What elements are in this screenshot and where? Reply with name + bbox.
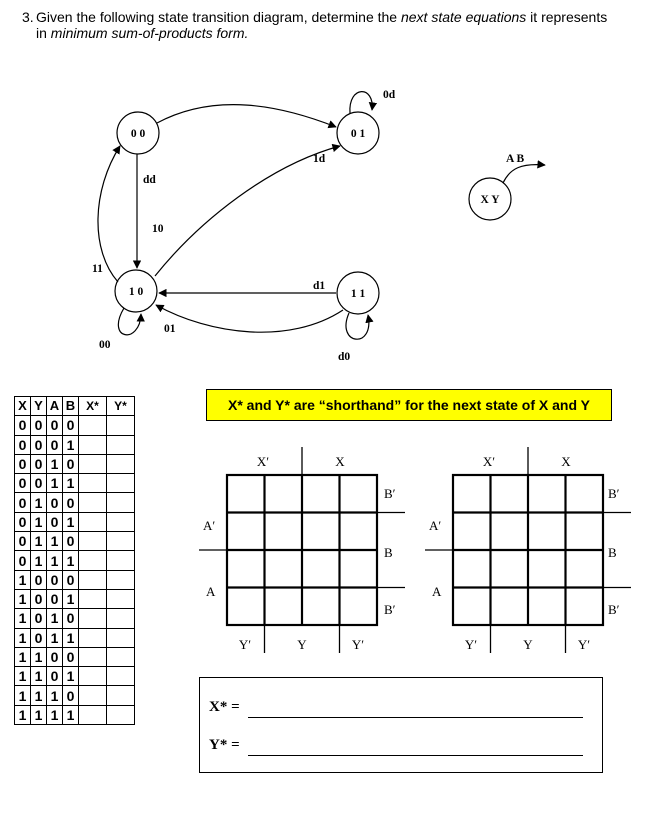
truth-cell: 1 xyxy=(31,493,47,512)
truth-cell: 1 xyxy=(47,474,63,493)
label-s00-to-s01: 1d xyxy=(313,153,326,165)
truth-cell: 0 xyxy=(15,416,31,435)
kmap2-right-1: B′ xyxy=(608,486,620,501)
truth-cell: 0 xyxy=(31,589,47,608)
kmap1-left-top: A′ xyxy=(203,518,216,533)
shorthand-note: X* and Y* are “shorthand” for the next state of X and Y xyxy=(206,389,612,421)
kmap1-top-left: X′ xyxy=(256,454,270,469)
truth-cell: 0 xyxy=(31,416,47,435)
kmap2-top-right: X xyxy=(561,454,571,469)
label-s11-self: d0 xyxy=(338,351,351,363)
truth-cell: 1 xyxy=(15,570,31,589)
kmap1-bottom-2: Y xyxy=(297,637,307,652)
truth-cell: 0 xyxy=(31,435,47,454)
kmap2-left-bottom: A xyxy=(432,584,442,599)
truth-cell: 0 xyxy=(31,609,47,628)
header-b: B xyxy=(63,397,79,416)
truth-cell: 1 xyxy=(63,551,79,570)
x-next-cell[interactable] xyxy=(79,705,107,724)
header-x-next: X* xyxy=(79,397,107,416)
header-y: Y xyxy=(31,397,47,416)
y-next-label: Y* = xyxy=(209,737,240,753)
truth-cell: 0 xyxy=(15,512,31,531)
truth-cell: 0 xyxy=(47,570,63,589)
label-s10-to-s01: 10 xyxy=(152,223,164,235)
truth-cell: 0 xyxy=(15,435,31,454)
question-line1-a: Given the following state transition diagram, determine the xyxy=(36,9,401,25)
truth-cell: 0 xyxy=(63,609,79,628)
truth-cell: 0 xyxy=(15,551,31,570)
kmap1-right-2: B xyxy=(384,545,393,560)
truth-table-row xyxy=(15,686,135,705)
truth-cell: 0 xyxy=(47,589,63,608)
kmap1-right-1: B′ xyxy=(384,486,396,501)
truth-cell: 1 xyxy=(63,474,79,493)
legend-state-label: X Y xyxy=(480,194,500,206)
truth-cell: 0 xyxy=(63,647,79,666)
truth-cell: 0 xyxy=(15,532,31,551)
truth-cell: 1 xyxy=(15,609,31,628)
kmap1-bottom-3: Y′ xyxy=(351,637,365,652)
truth-cell: 0 xyxy=(15,493,31,512)
question-line2-a: in xyxy=(36,25,51,41)
truth-cell: 0 xyxy=(63,493,79,512)
kmap2-left-top: A′ xyxy=(429,518,442,533)
kmap1-left-bottom: A xyxy=(206,584,216,599)
truth-cell: 1 xyxy=(15,628,31,647)
truth-cell: 1 xyxy=(47,532,63,551)
legend-input-label: A B xyxy=(506,153,525,165)
truth-cell: 1 xyxy=(15,647,31,666)
truth-cell: 0 xyxy=(31,628,47,647)
truth-cell: 1 xyxy=(31,647,47,666)
truth-cell: 0 xyxy=(47,493,63,512)
truth-cell: 0 xyxy=(47,416,63,435)
truth-cell: 1 xyxy=(63,705,79,724)
truth-cell: 0 xyxy=(47,512,63,531)
kmap1-bottom-1: Y′ xyxy=(238,637,252,652)
x-next-answer-line[interactable] xyxy=(248,717,583,718)
answer-box xyxy=(199,677,603,773)
truth-cell: 1 xyxy=(47,454,63,473)
truth-cell: 0 xyxy=(31,454,47,473)
kmap2-right-3: B′ xyxy=(608,602,620,617)
truth-cell: 1 xyxy=(63,628,79,647)
label-s01-self: 0d xyxy=(383,89,396,101)
truth-table-row xyxy=(15,705,135,724)
label-s10-self: 00 xyxy=(99,339,111,351)
state-11-label: 1 1 xyxy=(350,288,366,300)
x-next-label: X* = xyxy=(209,699,240,715)
truth-cell: 1 xyxy=(31,667,47,686)
truth-cell: 1 xyxy=(15,589,31,608)
kmap2-bottom-1: Y′ xyxy=(464,637,478,652)
truth-cell: 1 xyxy=(63,667,79,686)
truth-cell: 1 xyxy=(47,551,63,570)
label-s11-to-s10-bottom: 01 xyxy=(164,323,176,335)
kmap2-bottom-2: Y xyxy=(523,637,533,652)
state-00-label: 0 0 xyxy=(130,128,146,140)
kmap1-right-3: B′ xyxy=(384,602,396,617)
header-y-next: Y* xyxy=(107,397,135,416)
kmap2-bottom-3: Y′ xyxy=(577,637,591,652)
truth-cell: 1 xyxy=(47,686,63,705)
truth-cell: 0 xyxy=(47,435,63,454)
kmap2-right-2: B xyxy=(608,545,617,560)
truth-cell: 1 xyxy=(63,589,79,608)
truth-cell: 0 xyxy=(63,454,79,473)
label-s11-to-s10-top: d1 xyxy=(313,280,326,292)
truth-cell: 1 xyxy=(47,628,63,647)
truth-cell: 0 xyxy=(47,667,63,686)
truth-cell: 0 xyxy=(63,570,79,589)
label-s00-self: dd xyxy=(143,174,156,186)
header-x: X xyxy=(15,397,31,416)
truth-cell: 0 xyxy=(15,454,31,473)
truth-cell: 1 xyxy=(63,512,79,531)
truth-cell: 1 xyxy=(31,551,47,570)
truth-cell: 1 xyxy=(63,435,79,454)
truth-cell: 1 xyxy=(31,686,47,705)
question-line1-b: it represents xyxy=(526,9,608,25)
truth-cell: 1 xyxy=(31,532,47,551)
truth-cell: 0 xyxy=(47,647,63,666)
truth-cell: 0 xyxy=(15,474,31,493)
truth-cell: 1 xyxy=(31,705,47,724)
kmap2-top-left: X′ xyxy=(482,454,496,469)
y-next-cell[interactable] xyxy=(107,705,135,724)
truth-cell: 1 xyxy=(47,705,63,724)
truth-cell: 0 xyxy=(63,686,79,705)
truth-cell: 1 xyxy=(47,609,63,628)
question-line1-em: next state equations xyxy=(400,9,527,25)
question-number: 3. xyxy=(22,9,34,25)
kmap1-top-right: X xyxy=(335,454,345,469)
y-next-cell[interactable] xyxy=(107,686,135,705)
state-01-label: 0 1 xyxy=(350,128,366,140)
truth-cell: 0 xyxy=(31,474,47,493)
y-next-answer-line[interactable] xyxy=(248,755,583,756)
question-line2-em: minimum sum-of-products form. xyxy=(50,25,249,41)
truth-cell: 1 xyxy=(15,686,31,705)
truth-cell: 1 xyxy=(15,667,31,686)
truth-cell: 0 xyxy=(63,532,79,551)
state-10-label: 1 0 xyxy=(128,286,144,298)
truth-cell: 1 xyxy=(15,705,31,724)
x-next-cell[interactable] xyxy=(79,686,107,705)
label-s10-to-s00: 11 xyxy=(92,263,103,275)
truth-cell: 1 xyxy=(31,512,47,531)
truth-cell: 0 xyxy=(31,570,47,589)
header-a: A xyxy=(47,397,63,416)
truth-cell: 0 xyxy=(63,416,79,435)
